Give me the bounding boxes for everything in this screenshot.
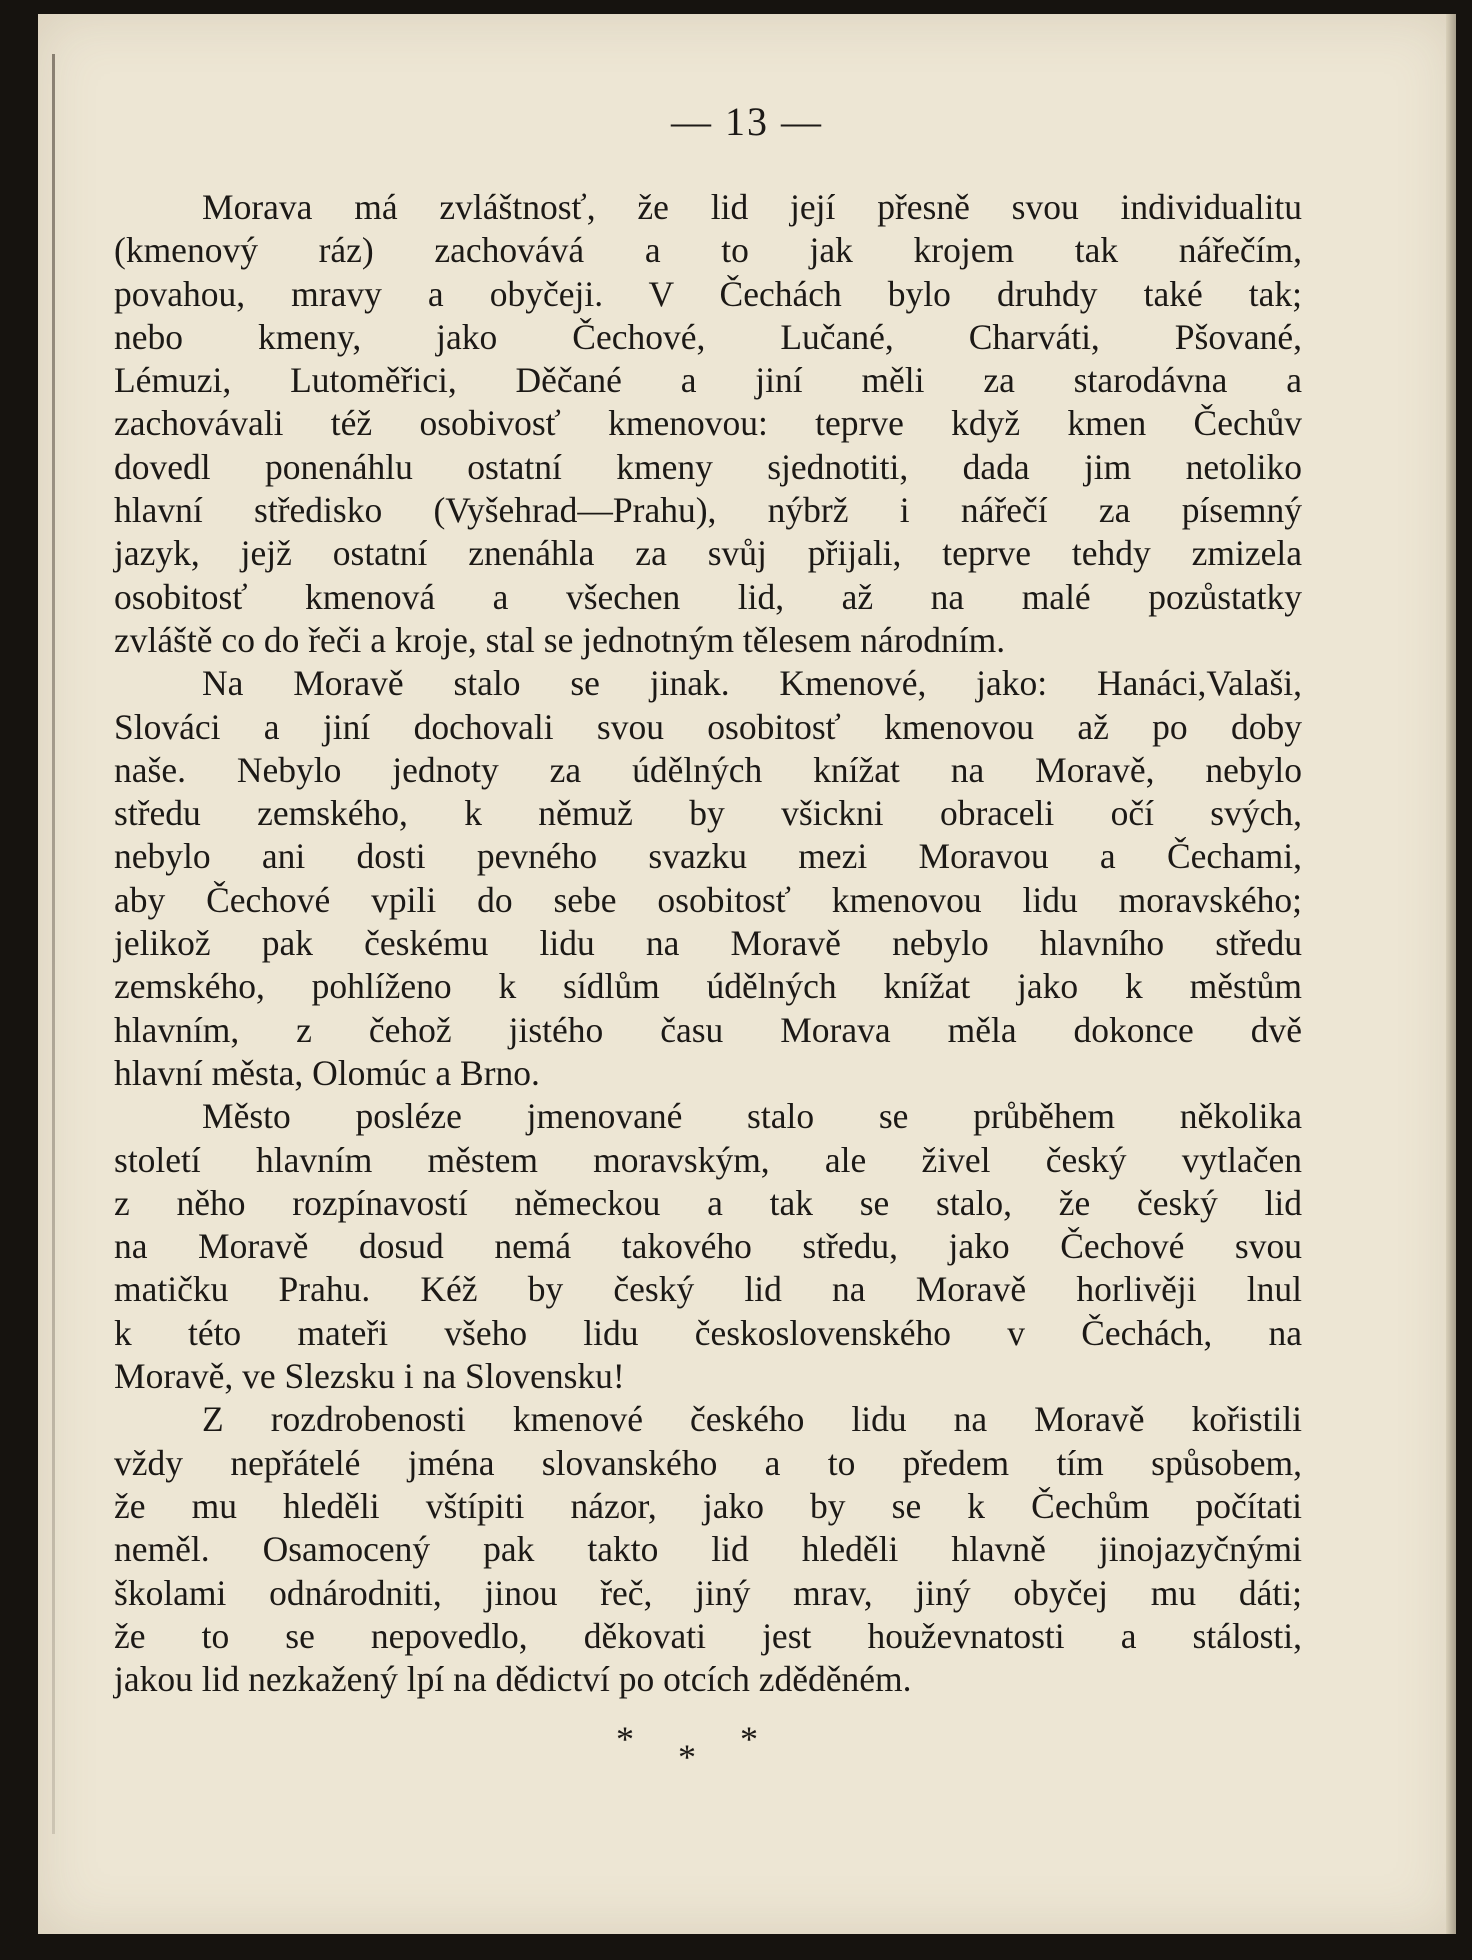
- text-line: Město posléze jmenované stalo se průběhem několika: [202, 1096, 1302, 1137]
- page-number: — 13 —: [671, 99, 823, 144]
- text-line: jelikož pak českému lidu na Moravě nebylo hlavního středu: [114, 923, 1302, 964]
- text-line: že mu hleděli vštípiti názor, jako by se k Čechům počítati: [114, 1485, 1302, 1526]
- text-line: zachovávali též osobivosť kmenovou: teprve když kmen Čechův: [114, 403, 1302, 444]
- text-line: Lémuzi, Lutoměřici, Děčané a jiní měli za starodávna a: [114, 360, 1302, 401]
- text-line: hlavním, z čehož jistého času Morava měla dokonce dvě: [114, 1009, 1302, 1050]
- book-page: [38, 14, 1456, 1934]
- paragraph: [114, 662, 1302, 1095]
- text-line: Z rozdrobenosti kmenové českého lidu na Moravě kořistili: [202, 1399, 1302, 1440]
- text-line: Slováci a jiní dochovali svou osobitosť kmenovou až po doby: [114, 706, 1302, 747]
- paragraph: [114, 1398, 1302, 1701]
- text-line: na Moravě dosud nemá takového středu, jako Čechové svou: [114, 1226, 1302, 1267]
- text-line: Na Moravě stalo se jinak. Kmenové, jako: Hanáci,Valaši,: [202, 663, 1302, 704]
- text-line: nebylo ani dosti pevného svazku mezi Moravou a Čechami,: [114, 836, 1302, 877]
- text-line: matičku Prahu. Kéž by český lid na Moravě horlivěji lnul: [114, 1269, 1302, 1310]
- text-line: školami odnárodniti, jinou řeč, jiný mrav, jiný obyčej mu dáti;: [114, 1572, 1302, 1613]
- page-edge: [1446, 14, 1456, 1934]
- text-line: aby Čechové vpili do sebe osobitosť kmenovou lidu moravského;: [114, 879, 1302, 920]
- text-line: že to se nepovedlo, děkovati jest houževnatosti a stálosti,: [114, 1615, 1302, 1656]
- text-line: povahou, mravy a obyčeji. V Čechách bylo druhdy také tak;: [114, 273, 1302, 314]
- text-line: vždy nepřátelé jména slovanského a to předem tím spůsobem,: [114, 1442, 1302, 1483]
- text-line: z něho rozpínavostí německou a tak se stalo, že český lid: [114, 1182, 1302, 1223]
- text-line: hlavní města, Olomúc a Brno.: [114, 1052, 540, 1093]
- text-line: dovedl ponenáhlu ostatní kmeny sjednotiti, dada jim netoliko: [114, 446, 1302, 487]
- text-line: zvláště co do řeči a kroje, stal se jednotným tělesem národním.: [114, 619, 1006, 660]
- text-line: Morava má zvláštnosť, že lid její přesně svou individualitu: [202, 187, 1302, 227]
- asterisk: *: [740, 1719, 758, 1759]
- text-line: neměl. Osamocený pak takto lid hleděli hlavně jinojazyčnými: [114, 1529, 1302, 1570]
- text-line: nebo kmeny, jako Čechové, Lučané, Charváti, Pšované,: [114, 316, 1302, 357]
- text-line: středu zemského, k němuž by všickni obraceli očí svých,: [114, 793, 1302, 834]
- section-divider-asterisks: [38, 1718, 1456, 1788]
- paragraph: [114, 1095, 1302, 1398]
- text-line: zemského, pohlíženo k sídlům údělných knížat jako k městům: [114, 966, 1302, 1007]
- text-line: hlavní středisko (Vyšehrad—Prahu), nýbrž i nářečí za písemný: [114, 490, 1302, 531]
- text-line: Moravě, ve Slezsku i na Slovensku!: [114, 1356, 625, 1397]
- paragraph: [114, 186, 1302, 662]
- text-line: (kmenový ráz) zachovává a to jak krojem tak nářečím,: [114, 230, 1302, 271]
- binding-shadow: [52, 54, 55, 1834]
- text-line: století hlavním městem moravským, ale živel český vytlačen: [114, 1139, 1302, 1180]
- text-line: jakou lid nezkažený lpí na dědictví po otcích zděděném.: [114, 1659, 912, 1700]
- text-line: naše. Nebylo jednoty za údělných knížat na Moravě, nebylo: [114, 749, 1302, 790]
- asterisk: *: [616, 1719, 634, 1759]
- text-line: osobitosť kmenová a všechen lid, až na malé pozůstatky: [114, 576, 1302, 617]
- text-line: k této mateři všeho lidu československého v Čechách, na: [114, 1312, 1302, 1353]
- asterisk: *: [678, 1737, 696, 1777]
- body-text: [114, 186, 1302, 1701]
- text-line: jazyk, jejž ostatní znenáhla za svůj přijali, teprve tehdy zmizela: [114, 533, 1302, 574]
